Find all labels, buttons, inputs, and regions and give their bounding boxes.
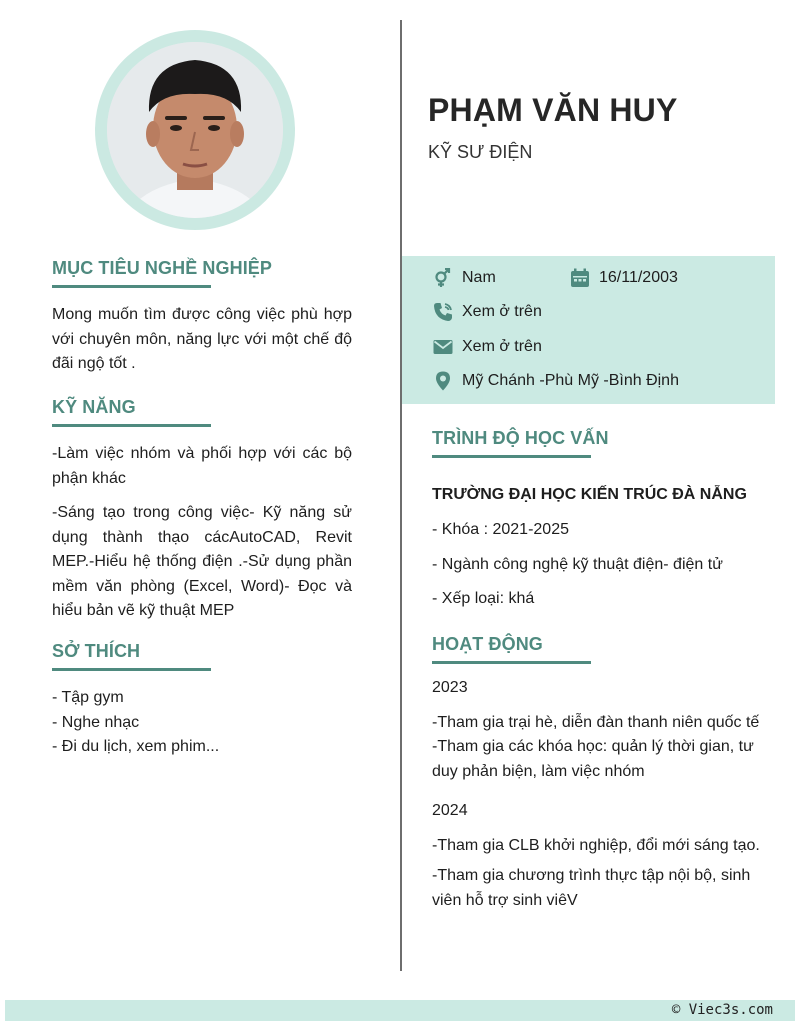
contact-phone (432, 301, 542, 323)
address-value: Mỹ Chánh -Phù Mỹ -Bình Định (462, 372, 679, 389)
objective-title: MỤC TIÊU NGHỀ NGHIỆP (52, 258, 273, 278)
objective-section (52, 258, 352, 377)
activity-year: 2023 (432, 679, 468, 696)
skill-item: -Sáng tạo trong công việc- Kỹ năng sử dụng thành thạo cácAutoCAD, Revit MEP.-Hiểu hệ thống điện .-Sử dụng phần mềm văn phòng (Excel, Word)- Đọc và hiểu bản vẽ kỹ thuật MEP (52, 504, 352, 619)
candidate-name: PHẠM VĂN HUY (428, 92, 678, 128)
hobby-item: - Nghe nhạc (52, 713, 140, 731)
copyright-text: © Viec3s.com (671, 1002, 773, 1018)
contact-birthdate (569, 267, 678, 289)
contact-gender (432, 267, 496, 289)
hobbies-title: SỞ THÍCH (52, 641, 141, 661)
calendar-icon (569, 267, 591, 289)
skills-title: KỸ NĂNG (52, 397, 136, 417)
education-title: TRÌNH ĐỘ HỌC VẤN (432, 428, 609, 448)
skills-rule (52, 424, 211, 427)
hobbies-rule (52, 668, 211, 671)
education-period: - Khóa : 2021-2025 (432, 521, 569, 538)
activity-item: -Tham gia CLB khởi nghiệp, đổi mới sáng tạo. (432, 836, 760, 854)
email-icon (432, 336, 454, 358)
profile-photo (107, 42, 283, 218)
contact-email (432, 336, 542, 358)
avatar (95, 30, 295, 230)
objective-rule (52, 285, 211, 288)
column-divider (400, 20, 402, 971)
job-title: KỸ SƯ ĐIỆN (428, 142, 533, 162)
education-major: - Ngành công nghệ kỹ thuật điện- điện tử (432, 555, 723, 573)
objective-text: Mong muốn tìm được công việc phù hợp với chuyên môn, năng lực với một chế độ đãi ngộ tốt . (52, 306, 352, 372)
email-value: Xem ở trên (462, 338, 542, 355)
activity-item: -Tham gia trại hè, diễn đàn thanh niên quốc tế (432, 713, 760, 731)
activity-item: -Tham gia các khóa học: quản lý thời gian, tư duy phản biện, làm việc nhóm (432, 738, 754, 780)
activities-rule (432, 661, 591, 664)
school-name: TRƯỜNG ĐẠI HỌC KIẾN TRÚC ĐÀ NẴNG (432, 486, 747, 503)
contact-panel (402, 256, 775, 404)
footer-bar (5, 1000, 795, 1021)
gender-value: Nam (462, 269, 496, 286)
phone-value: Xem ở trên (462, 303, 542, 320)
education-rank: - Xếp loại: khá (432, 590, 535, 607)
activity-item: -Tham gia chương trình thực tập nội bộ, sinh viên hỗ trợ sinh viêV (432, 867, 751, 909)
contact-address (432, 370, 679, 392)
activity-year: 2024 (432, 802, 468, 819)
birthdate-value: 16/11/2003 (599, 269, 678, 286)
hobby-item: - Tập gym (52, 689, 124, 706)
hobby-item: - Đi du lịch, xem phim... (52, 738, 220, 755)
gender-icon (432, 267, 454, 289)
location-icon (432, 370, 454, 392)
skills-section (52, 397, 352, 624)
education-rule (432, 455, 591, 458)
phone-icon (432, 301, 454, 323)
hobbies-section (52, 641, 352, 760)
activities-title: HOẠT ĐỘNG (432, 634, 543, 654)
skill-item: -Làm việc nhóm và phối hợp với các bộ phận khác (52, 445, 352, 487)
education-section (432, 428, 772, 612)
activities-section (432, 634, 772, 913)
